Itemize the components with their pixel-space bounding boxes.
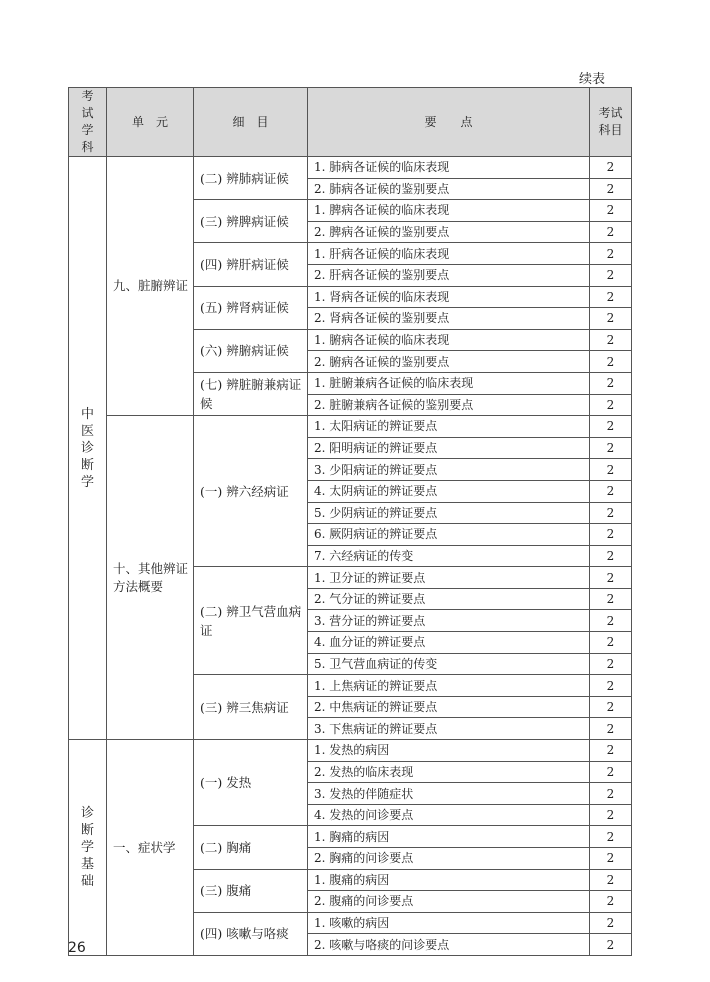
point-cell: 2. 腹痛的问诊要点 [308, 891, 590, 913]
detail-cell: (五) 辨肾病证候 [194, 286, 308, 329]
exam-level-cell: 2 [590, 588, 632, 610]
point-cell: 1. 发热的病因 [308, 740, 590, 762]
exam-level-cell: 2 [590, 891, 632, 913]
point-cell: 3. 发热的伴随症状 [308, 783, 590, 805]
exam-level-cell: 2 [590, 200, 632, 222]
page-number: 26 [68, 940, 86, 956]
point-cell: 1. 脾病各证候的临床表现 [308, 200, 590, 222]
point-cell: 2. 咳嗽与咯痰的问诊要点 [308, 934, 590, 956]
exam-level-cell: 2 [590, 869, 632, 891]
point-cell: 2. 肺病各证候的鉴别要点 [308, 178, 590, 200]
subject-label: 诊断学基础 [80, 806, 94, 889]
table-row [69, 416, 632, 438]
detail-cell: (三) 腹痛 [194, 869, 308, 912]
subject-label: 中医诊断学 [80, 406, 94, 490]
point-cell: 2. 脾病各证候的鉴别要点 [308, 221, 590, 243]
exam-level-cell: 2 [590, 221, 632, 243]
exam-level-cell: 2 [590, 480, 632, 502]
header-unit: 单 元 [107, 88, 194, 157]
unit-cell: 九、脏腑辨证 [107, 157, 194, 416]
point-cell: 1. 咳嗽的病因 [308, 912, 590, 934]
exam-level-cell: 2 [590, 178, 632, 200]
point-cell: 3. 下焦病证的辨证要点 [308, 718, 590, 740]
point-cell: 1. 卫分证的辨证要点 [308, 567, 590, 589]
header-detail: 细 目 [194, 88, 308, 157]
point-cell: 1. 胸痛的病因 [308, 826, 590, 848]
exam-level-cell: 2 [590, 308, 632, 330]
table-row [69, 157, 632, 179]
point-cell: 2. 胸痛的问诊要点 [308, 848, 590, 870]
subject-cell [69, 157, 107, 740]
exam-level-cell: 2 [590, 524, 632, 546]
exam-level-cell: 2 [590, 394, 632, 416]
exam-level-cell: 2 [590, 416, 632, 438]
detail-cell: (一) 发热 [194, 740, 308, 826]
exam-level-cell: 2 [590, 243, 632, 265]
point-cell: 1. 腑病各证候的临床表现 [308, 329, 590, 351]
exam-level-cell: 2 [590, 459, 632, 481]
point-cell: 2. 脏腑兼病各证候的鉴别要点 [308, 394, 590, 416]
point-cell: 2. 肾病各证候的鉴别要点 [308, 308, 590, 330]
exam-level-cell: 2 [590, 653, 632, 675]
header-points: 要 点 [308, 88, 590, 157]
point-cell: 2. 腑病各证候的鉴别要点 [308, 351, 590, 373]
exam-level-cell: 2 [590, 286, 632, 308]
exam-level-cell: 2 [590, 696, 632, 718]
exam-level-cell: 2 [590, 912, 632, 934]
exam-level-cell: 2 [590, 437, 632, 459]
exam-level-cell: 2 [590, 545, 632, 567]
exam-level-cell: 2 [590, 610, 632, 632]
header-exam-subject: 考试科目 [590, 88, 632, 157]
detail-cell: (一) 辨六经病证 [194, 416, 308, 567]
exam-level-cell: 2 [590, 372, 632, 394]
exam-level-cell: 2 [590, 848, 632, 870]
exam-level-cell: 2 [590, 329, 632, 351]
point-cell: 3. 少阳病证的辨证要点 [308, 459, 590, 481]
exam-level-cell: 2 [590, 740, 632, 762]
point-cell: 6. 厥阴病证的辨证要点 [308, 524, 590, 546]
detail-cell: (七) 辨脏腑兼病证候 [194, 372, 308, 415]
detail-cell: (四) 咳嗽与咯痰 [194, 912, 308, 955]
unit-cell: 十、其他辨证方法概要 [107, 416, 194, 740]
point-cell: 4. 太阴病证的辨证要点 [308, 480, 590, 502]
point-cell: 1. 太阳病证的辨证要点 [308, 416, 590, 438]
subject-cell [69, 740, 107, 956]
detail-cell: (六) 辨腑病证候 [194, 329, 308, 372]
table-header-row [69, 88, 632, 157]
detail-cell: (二) 辨卫气营血病证 [194, 567, 308, 675]
point-cell: 1. 肾病各证候的临床表现 [308, 286, 590, 308]
point-cell: 2. 发热的临床表现 [308, 761, 590, 783]
exam-level-cell: 2 [590, 826, 632, 848]
point-cell: 5. 卫气营血病证的传变 [308, 653, 590, 675]
exam-level-cell: 2 [590, 632, 632, 654]
syllabus-table [68, 87, 632, 956]
unit-cell: 一、症状学 [107, 740, 194, 956]
exam-level-cell: 2 [590, 567, 632, 589]
exam-level-cell: 2 [590, 157, 632, 179]
header-subject: 考试学科 [69, 88, 107, 157]
exam-level-cell: 2 [590, 351, 632, 373]
point-cell: 3. 营分证的辨证要点 [308, 610, 590, 632]
point-cell: 1. 肝病各证候的临床表现 [308, 243, 590, 265]
exam-level-cell: 2 [590, 264, 632, 286]
point-cell: 2. 中焦病证的辨证要点 [308, 696, 590, 718]
table-row [69, 740, 632, 762]
point-cell: 4. 血分证的辨证要点 [308, 632, 590, 654]
exam-level-cell: 2 [590, 718, 632, 740]
exam-level-cell: 2 [590, 675, 632, 697]
table-body [69, 157, 632, 956]
point-cell: 2. 气分证的辨证要点 [308, 588, 590, 610]
continued-label: 续表 [579, 72, 606, 87]
point-cell: 7. 六经病证的传变 [308, 545, 590, 567]
exam-level-cell: 2 [590, 761, 632, 783]
detail-cell: (三) 辨脾病证候 [194, 200, 308, 243]
point-cell: 2. 肝病各证候的鉴别要点 [308, 264, 590, 286]
detail-cell: (二) 辨肺病证候 [194, 157, 308, 200]
exam-level-cell: 2 [590, 783, 632, 805]
detail-cell: (二) 胸痛 [194, 826, 308, 869]
exam-level-cell: 2 [590, 502, 632, 524]
detail-cell: (四) 辨肝病证候 [194, 243, 308, 286]
detail-cell: (三) 辨三焦病证 [194, 675, 308, 740]
point-cell: 1. 上焦病证的辨证要点 [308, 675, 590, 697]
point-cell: 2. 阳明病证的辨证要点 [308, 437, 590, 459]
point-cell: 1. 脏腑兼病各证候的临床表现 [308, 372, 590, 394]
point-cell: 1. 腹痛的病因 [308, 869, 590, 891]
exam-level-cell: 2 [590, 804, 632, 826]
point-cell: 5. 少阴病证的辨证要点 [308, 502, 590, 524]
exam-level-cell: 2 [590, 934, 632, 956]
point-cell: 1. 肺病各证候的临床表现 [308, 157, 590, 179]
point-cell: 4. 发热的问诊要点 [308, 804, 590, 826]
